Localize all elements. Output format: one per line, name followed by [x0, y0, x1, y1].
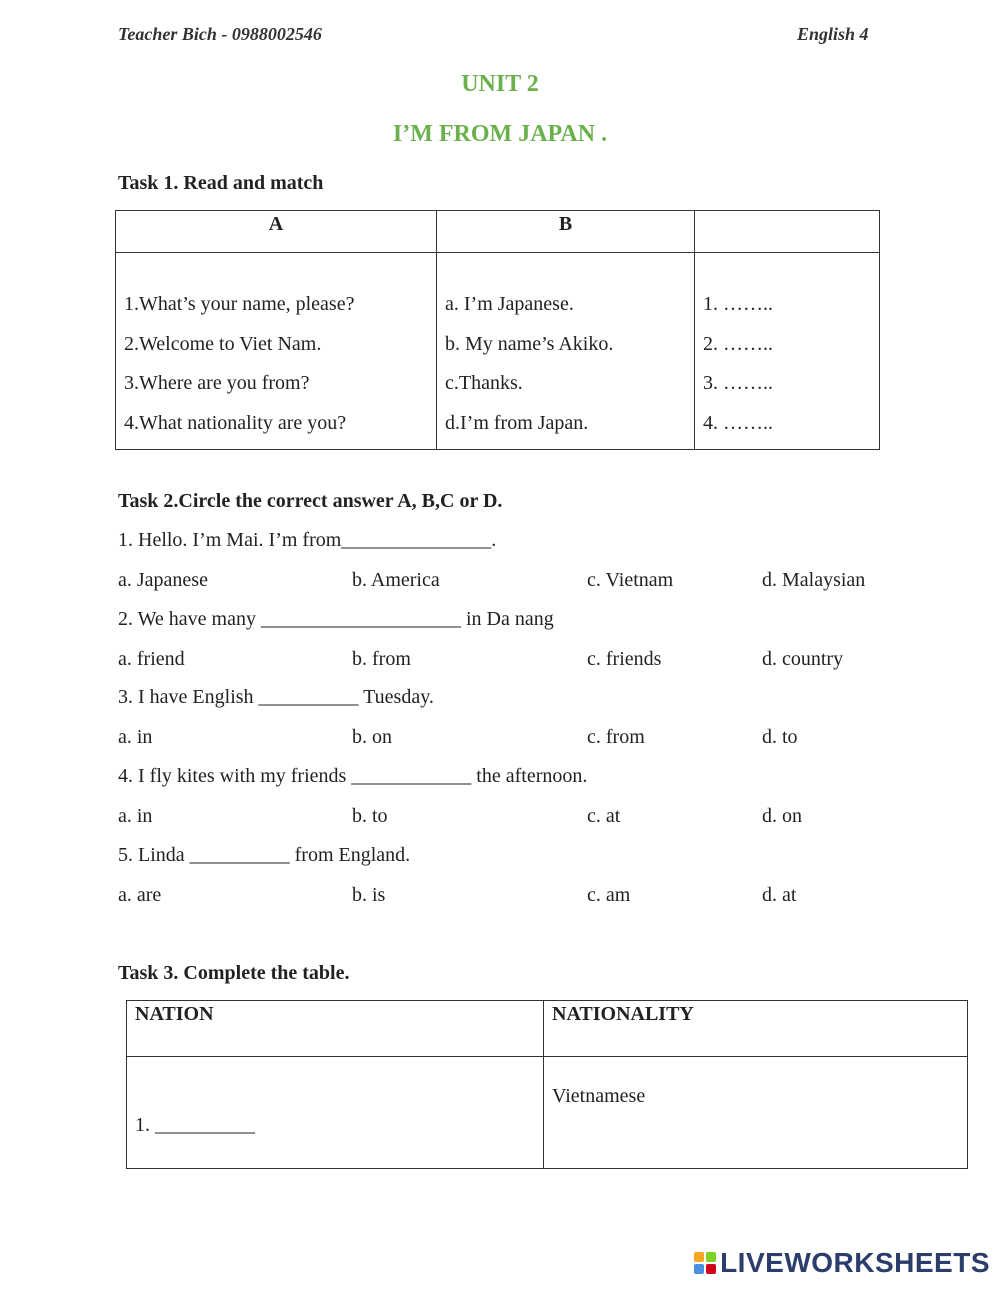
question-item: 4.What nationality are you?	[124, 411, 347, 434]
question-item: 1.What’s your name, please?	[124, 293, 355, 315]
answer-blank[interactable]: 2. ……..	[703, 332, 773, 355]
option-5b[interactable]: b. is	[352, 884, 386, 906]
col-answer-header	[695, 211, 880, 253]
logo-block	[694, 1264, 704, 1274]
option-2a[interactable]: a. friend	[118, 648, 185, 670]
logo-block	[706, 1252, 716, 1262]
option-1d[interactable]: d. Malaysian	[762, 569, 866, 591]
lesson-title: I’M FROM JAPAN .	[392, 121, 608, 147]
unit-title: UNIT 2	[461, 71, 539, 97]
question-4: 4. I fly kites with my friends ____________ the afternoon.	[118, 765, 588, 787]
header-teacher: Teacher Bich - 0988002546	[118, 24, 322, 44]
answer-blank[interactable]: 1. ……..	[703, 293, 773, 315]
task1-title: Task 1. Read and match	[118, 172, 324, 194]
logo-icon	[694, 1252, 716, 1274]
option-5d[interactable]: d. at	[762, 884, 797, 906]
answer-cell	[695, 253, 880, 450]
liveworksheets-logo	[694, 1247, 990, 1279]
answer-blank[interactable]: 4. ……..	[703, 411, 773, 434]
option-1b[interactable]: b. America	[352, 569, 440, 591]
question-1: 1. Hello. I’m Mai. I’m from_______________.	[118, 529, 497, 551]
option-3b[interactable]: b. on	[352, 726, 392, 748]
option-4a[interactable]: a. in	[118, 805, 153, 827]
option-5c[interactable]: c. am	[587, 884, 631, 906]
match-table	[115, 210, 880, 450]
col-a-header: A	[116, 211, 437, 253]
response-item: b. My name’s Akiko.	[445, 332, 614, 355]
option-3c[interactable]: c. from	[587, 726, 645, 748]
col-a-cell	[116, 253, 437, 450]
option-2d[interactable]: d. country	[762, 648, 844, 670]
option-4b[interactable]: b. to	[352, 805, 388, 827]
option-1a[interactable]: a. Japanese	[118, 569, 208, 591]
option-4d[interactable]: d. on	[762, 805, 802, 827]
nation-blank[interactable]: 1. __________	[135, 1114, 255, 1136]
task3-title: Task 3. Complete the table.	[118, 962, 350, 984]
option-2c[interactable]: c. friends	[587, 648, 662, 670]
response-item: d.I’m from Japan.	[445, 411, 589, 434]
nationality-cell	[544, 1057, 968, 1169]
response-item: a. I’m Japanese.	[445, 293, 574, 315]
nation-header: NATION	[127, 1001, 544, 1057]
logo-block	[706, 1264, 716, 1274]
option-4c[interactable]: c. at	[587, 805, 621, 827]
option-3d[interactable]: d. to	[762, 726, 798, 748]
option-3a[interactable]: a. in	[118, 726, 153, 748]
question-2: 2. We have many ____________________ in Da nang	[118, 608, 554, 630]
nationality-value: Vietnamese	[552, 1085, 646, 1107]
question-3: 3. I have English __________ Tuesday.	[118, 686, 434, 708]
question-item: 3.Where are you from?	[124, 372, 310, 394]
nationality-table	[126, 1000, 968, 1169]
col-b-cell	[437, 253, 695, 450]
question-5: 5. Linda __________ from England.	[118, 844, 411, 866]
header-course: English 4	[797, 24, 869, 44]
option-5a[interactable]: a. are	[118, 884, 162, 906]
answer-blank[interactable]: 3. ……..	[703, 372, 773, 394]
question-item: 2.Welcome to Viet Nam.	[124, 332, 322, 355]
response-item: c.Thanks.	[445, 372, 523, 394]
option-1c[interactable]: c. Vietnam	[587, 569, 674, 591]
nation-cell	[127, 1057, 544, 1169]
nationality-header: NATIONALITY	[544, 1001, 968, 1057]
option-2b[interactable]: b. from	[352, 648, 411, 670]
logo-text: LIVEWORKSHEETS	[720, 1247, 990, 1278]
logo-block	[694, 1252, 704, 1262]
col-b-header: B	[437, 211, 695, 253]
task2-title: Task 2.Circle the correct answer A, B,C or D.	[118, 490, 503, 512]
